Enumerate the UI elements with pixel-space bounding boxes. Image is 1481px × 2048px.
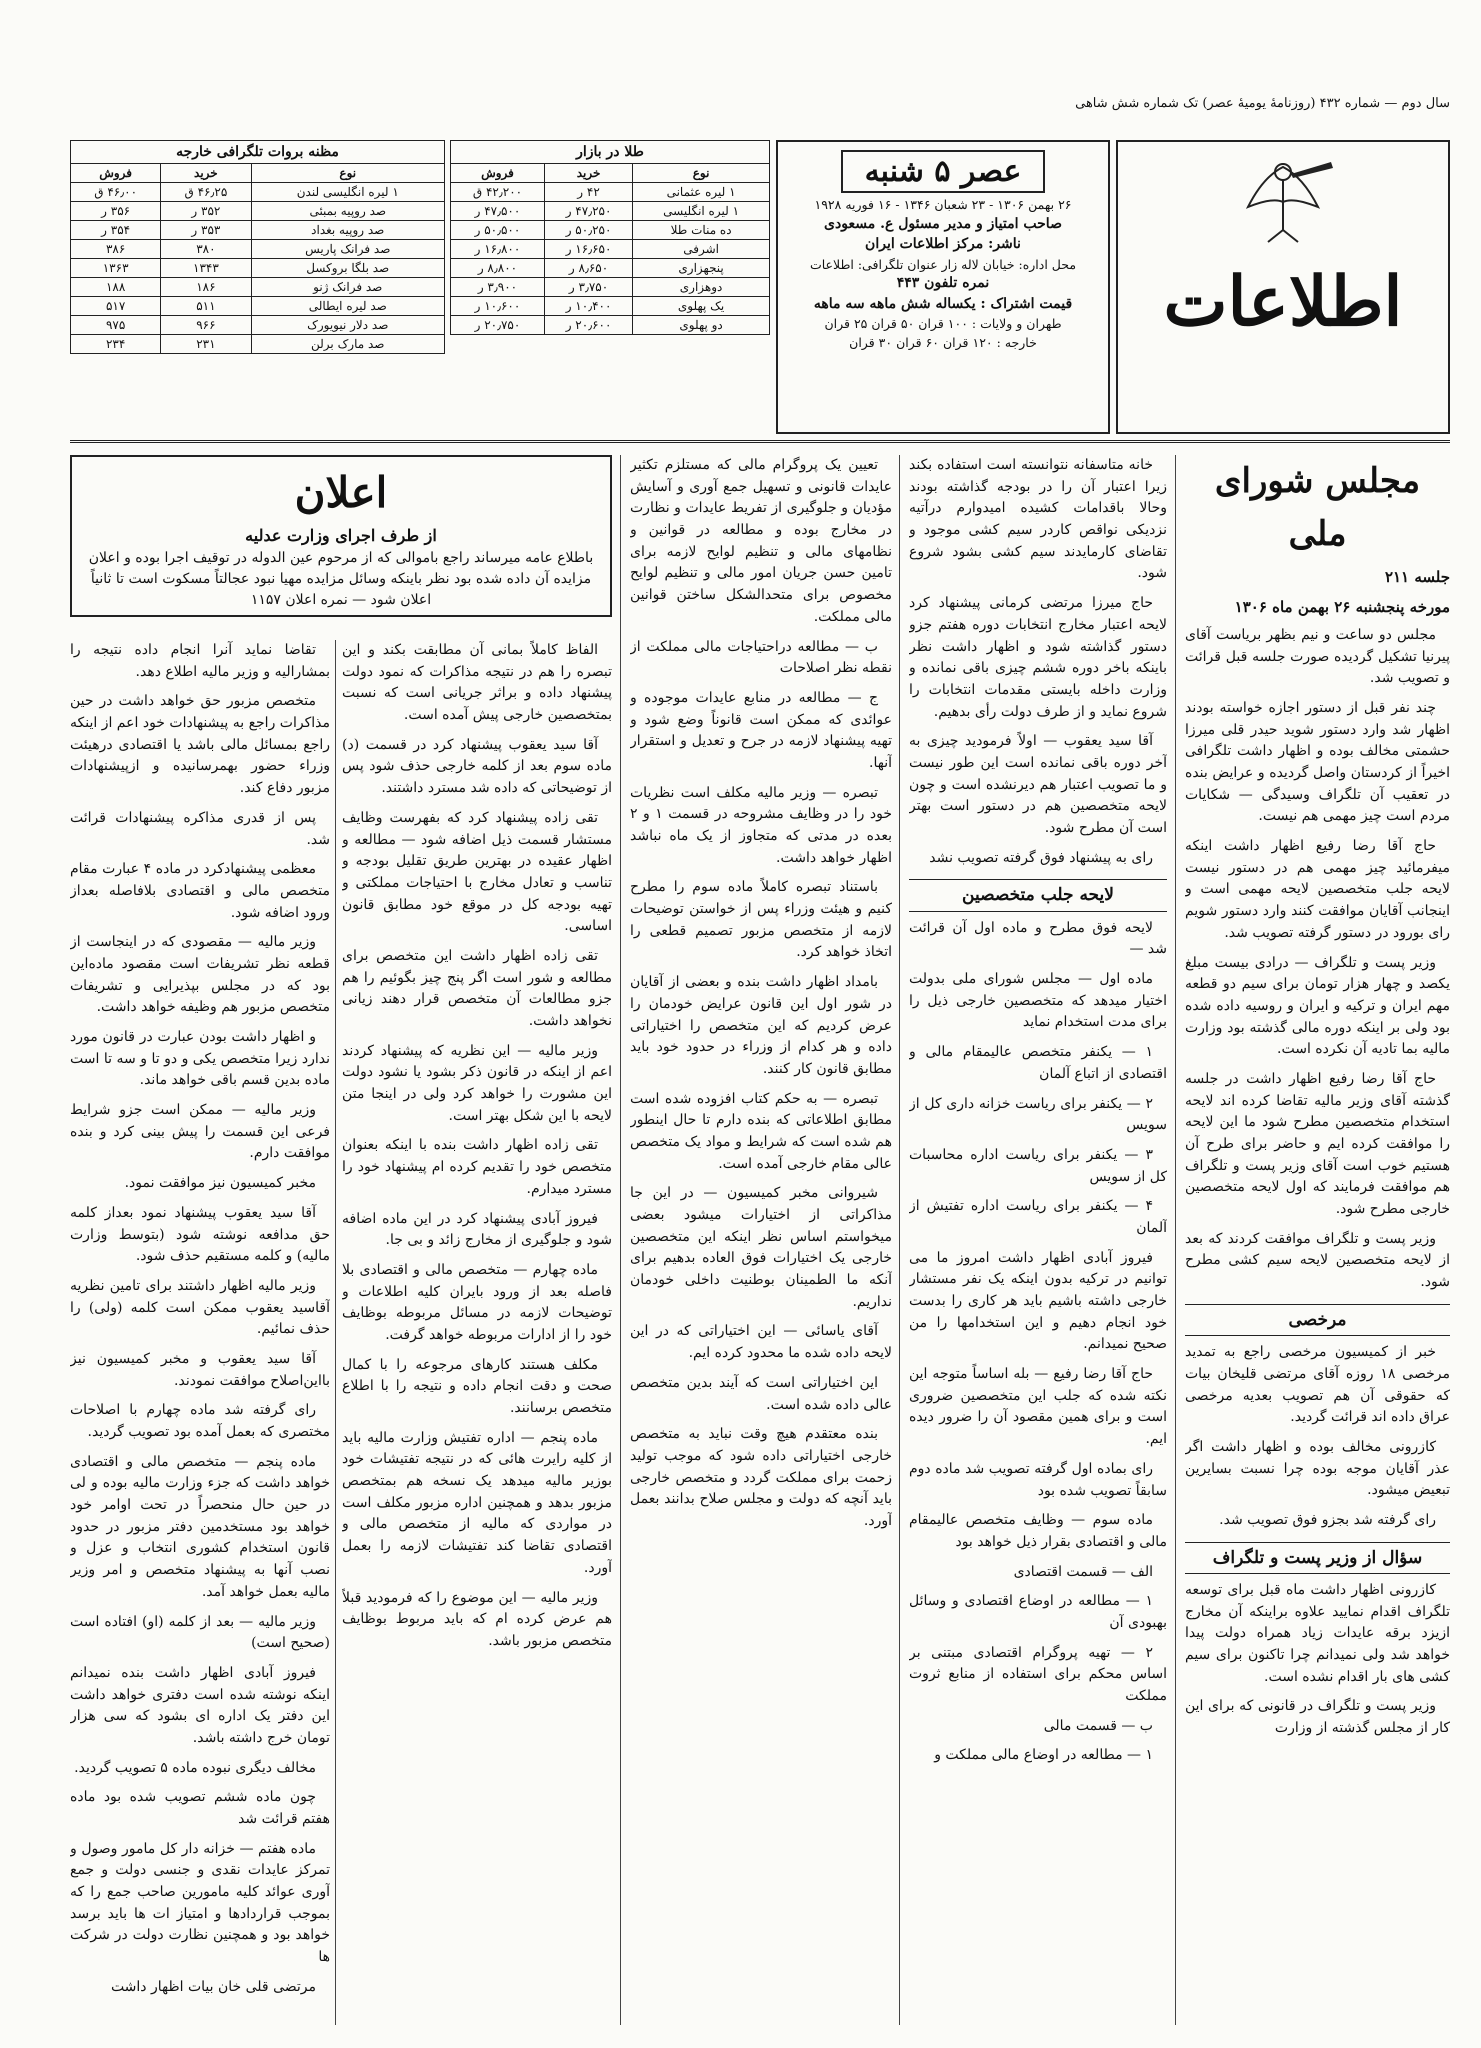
paragraph: این اختیاراتی است که آیند بدین متخصص عالی داده شده است.	[630, 1374, 892, 1413]
table-cell: ۴۶٫۰۰ ق	[71, 183, 161, 202]
table-cell: ۴۷٫۵۰۰ ر	[451, 202, 545, 221]
newspaper-logo: اطلاعات	[1163, 262, 1403, 342]
table-cell: صد فرانک ژنو	[251, 278, 444, 297]
announcement-box	[70, 455, 612, 617]
paragraph: فیروز آبادی اظهار داشت بنده نمیدانم اینکه نوشته شده است دفتری خواهد داشت این دفتر یک اداره ای بشود که سی هزار تومان خرج داشته باشد.	[70, 1664, 330, 1746]
paragraph: بامداد اظهار داشت بنده و بعضی از آقایان در شور اول این قانون عرایض خودمان را عرض کردیم که این متخصص را اختیاراتی داده و هر کدام از وزراء در حدود خود باید مطابق قانون کار کنند.	[630, 974, 892, 1077]
paragraph: آقا سید یعقوب پیشنهاد نمود بعداز کلمه حق مدافعه نوشته شود (بتوسط وزارت مالیه) و کلمه مستقیم حذف شود.	[70, 1204, 330, 1265]
paragraph: ب — قسمت مالی	[1043, 1717, 1153, 1734]
paragraph: و اظهار داشت بودن عبارت در قانون مورد ندارد زیرا متخصص یکی و دو تا و سه تا است ماده بدین قسم باقی خواهد ماند.	[70, 1029, 330, 1089]
paragraph: وزیر مالیه — این نظریه که پیشنهاد کردند اعم از اینکه در قانون ذکر بشود یا نشود دولت این مشورت را خواهد کرد ولی در اینجا متن لایحه با این شکل بهتر است.	[342, 1042, 612, 1124]
table-row	[71, 259, 445, 278]
table-cell: ۳۸۰	[161, 240, 251, 259]
paragraph: رای به پیشنهاد فوق گرفته تصویب نشد	[929, 849, 1153, 866]
paragraph: کازرونی مخالف بوده و اظهار داشت اگر عذر آقایان موجه بوده چرا نسبت بسایرین تبعیض میشود.	[1185, 1438, 1450, 1499]
paragraph: ماده سوم — وظایف متخصص عالیمقام مالی و اقتصادی بقرار ذیل خواهد بود	[909, 1512, 1167, 1550]
fx-header: خرید	[161, 164, 251, 183]
table-cell: ۱ لیره انگلیسی	[633, 202, 770, 221]
table-cell: یک پهلوی	[633, 297, 770, 316]
masthead	[1116, 140, 1450, 434]
paragraph: تقی زاده پیشنهاد کرد که بفهرست وظایف مستشار قسمت ذیل اضافه شود — مطالعه و اظهار عقیده در بهترین طریق تقلیل بودجه و تناسب و تعادل مخارج با احتیاجات مملکتی و تهیه بودجه کل در موقع خود مطابق قانون اساسی.	[342, 809, 612, 935]
paragraph: وزیر پست و تلگراف — درادی بیست مبلغ یکصد و چهار هزار تومان برای سیم دو قطعه مهم ایران و ترکیه و ایران و روسیه داده شده بود ولی بر اینکه دوره مالی گذشته بود وزارت مالیه بما تادیه آن نکرده است.	[1185, 954, 1450, 1058]
table-cell: صد روپیه بمبئی	[251, 202, 444, 221]
table-cell: ۹۷۵	[71, 316, 161, 335]
paragraph: باستناد تبصره کاملاً ماده سوم را مطرح کنیم و هیئت وزراء پس از خواستن توضیحات لازمه از متخصص مزبور تصمیم قطعی را اتخاذ خواهد کرد.	[630, 879, 892, 961]
owner-line: صاحب امتیاز و مدیر مسئول ع. مسعودی	[824, 215, 1062, 232]
paragraph: ماده پنجم — متخصص مالی و اقتصادی خواهد داشت که جزء وزارت مالیه بوده و لی در حین حال منحصراً در تحت اوامر خود خواهد بود مستخدمین دفتر مزبور در حدود قانون استخدام کشوری انتخاب و عزل و نصب آنها به پیشنهاد متخصص و امر وزیر مالیه بعمل خواهد آمد.	[70, 1453, 330, 1600]
table-cell: ۵۰٫۲۵۰ ر	[544, 221, 632, 240]
table-cell: صد بلگا بروکسل	[251, 259, 444, 278]
column-5	[70, 640, 330, 2025]
paragraph: تقی زاده اظهار داشت این متخصص برای مطالعه و شور است اگر پنج چیز بگوئیم را هم جزو مطالعات آن متخصص قرار دهند زیانی نخواهد داشت.	[342, 947, 612, 1029]
column-rule	[899, 455, 900, 2025]
paragraph: مکلف هستند کارهای مرجوعه را با کمال صحت و دقت انجام داده و نتیجه را با اطلاع متخصص برسانند.	[342, 1356, 612, 1416]
paragraph: حاج آقا رضا رفیع — بله اساساً متوجه این نکته شده که جلب این متخصصین ضروری است و برای همین مقصود آن را ضرور دیده ایم.	[909, 1366, 1167, 1448]
paragraph: تعیین یک پروگرام مالی که مستلزم تکثیر عایدات قانونی و تسهیل جمع آوری و آسایش مؤدیان و جلوگیری از تفریط عایدات و نظارت در مخارج بوده و مطالعه در قوانین و نظامهای مالی و تنظیم لوایح لازمه برای تامین حسن جریان امور مالی و تنظیم لوایح مخصوص برای متحدالشکل ساختن قوانین مالی مملکت.	[630, 457, 892, 625]
table-row	[71, 202, 445, 221]
paragraph: فیروز آبادی پیشنهاد کرد در این ماده اضافه شود و جلوگیری از مخارج زائد و بی جا.	[342, 1210, 612, 1249]
paragraph: وزیر مالیه — بعد از کلمه (او) افتاده است (صحیح است)	[70, 1613, 330, 1652]
issue-serial: سال دوم — شماره ۴۳۲ (روزنامهٔ یومیهٔ عصر) تک شماره شش شاهی	[1075, 96, 1450, 111]
table-cell: ۴۶٫۲۵ ق	[161, 183, 251, 202]
column-rule	[620, 455, 621, 2025]
paragraph: رای بماده اول گرفته تصویب شد ماده دوم سابقاً تصویب شده بود	[909, 1460, 1167, 1499]
table-cell: ۱۳۴۳	[161, 259, 251, 278]
paragraph: ج — مطالعه در منابع عایدات موجوده و عوائدی که ممکن است قانوناً وضع شود و تهیه پیشنهاد لازمه در جرح و تعدیل و استقرار آنها.	[630, 689, 892, 771]
column-parliament	[1185, 455, 1450, 2025]
session-date: مورخه پنجشنبه ۲۶ بهمن ماه ۱۳۰۶	[1234, 597, 1450, 616]
paragraph: ماده پنجم — اداره تفتیش وزارت مالیه باید از کلیه رایرت هائی که در نتیجه تفتیشات خود بوزیر مالیه میدهد یک نسخه هم بمتخصص مزبور بدهد و همچنین اداره مزبور مکلف است در مواردی که مالیه از متخصص مالی و اقتصادی تقاضا کند تفتیشات لازمه را بعمل آورد.	[342, 1429, 612, 1576]
publisher-line: ناشر: مرکز اطلاعات ایران	[865, 236, 1021, 253]
table-cell: ۱۶٫۸۰۰ ر	[451, 240, 545, 259]
table-cell: صد لیره ایطالی	[251, 297, 444, 316]
paragraph: تقاضا نماید آنرا انجام داده نتیجه را بمشاراليه و وزیر مالیه اطلاع دهد.	[70, 642, 330, 680]
table-cell: ۱۸۸	[71, 278, 161, 297]
table-cell: ۲۳۱	[161, 335, 251, 354]
table-row	[451, 278, 770, 297]
table-cell: ۴۲ ر	[544, 183, 632, 202]
paragraph: رای گرفته شد بجزو فوق تصویب شد.	[1219, 1511, 1436, 1528]
paragraph: چند نفر قبل از دستور اجازه خواسته بودند اظهار شد وارد دستور شوید حیدر قلی میرزا حشمتی مخالف بوده و اظهار داشت تلگرافی اخیراً از کردستان واصل گردیده و عرایض بنده در تعقیب آن تلگراف وسیدگی — شکایات مردم است چیز مهمی هم نیست.	[1185, 699, 1450, 825]
paragraph: کازرونی اظهار داشت ماه قبل برای توسعه تلگراف اقدام نمایید علاوه براینکه آن مخارج ازیزد برقه عایدات زیاد همراه دولت پیدا خواهد شد ولی نمیدانم چرا تاکنون برای سیم کشی های بار اقدام نشده است.	[1185, 1582, 1450, 1685]
table-cell: ۱ لیره انگلیسی لندن	[251, 183, 444, 202]
table-row	[451, 202, 770, 221]
paragraph: ۴ — یکنفر برای ریاست اداره تفتیش از آلمان	[909, 1198, 1167, 1236]
table-row	[71, 278, 445, 297]
table-cell: صد فرانک پاریس	[251, 240, 444, 259]
subheading: مرخصی	[1185, 1304, 1450, 1336]
table-cell: ۸٫۸۰۰ ر	[451, 259, 545, 278]
announcement-subtitle: از طرف اجرای وزارت عدلیه	[245, 526, 437, 545]
paragraph: وزیر مالیه اظهار داشتند برای تامین نظریه آقاسید یعقوب ممکن است کلمه (ولی) را حذف نمائیم.	[70, 1277, 330, 1338]
table-cell: ۳۵۶ ر	[71, 202, 161, 221]
paragraph: ماده اول — مجلس شورای ملی بدولت اختیار میدهد که متخصصین خارجی ذیل را برای مدت استخدام نماید	[909, 971, 1167, 1031]
gold-table-caption: طلا در بازار	[450, 140, 770, 163]
table-cell: ۵۱۱	[161, 297, 251, 316]
paragraph: وزیر پست و تلگراف در قانونی که برای این کار از مجلس گذشته از وزارت	[1185, 1698, 1450, 1737]
table-row	[71, 240, 445, 259]
table-row	[71, 221, 445, 240]
gold-header: نوع	[633, 164, 770, 183]
paragraph: ۱ — مطالعه در اوضاع مالی مملکت و	[934, 1747, 1153, 1764]
paragraph: ۲ — تهیه پروگرام اقتصادی مبتنی بر اساس محکم برای استفاده از منابع ثروت مملکت	[909, 1644, 1167, 1705]
fx-header: فروش	[71, 164, 161, 183]
column-rule	[335, 640, 336, 2025]
issue-day: عصر ۵ شنبه	[841, 150, 1045, 193]
announcement-text: باطلاع عامه میرساند راجع باموالی که از مرحوم عین الدوله در توقیف اجرا بوده و اعلان مزایده آن داده شده بود نظر باینکه وسائل مزایده مهیا نبود عجالتاً مسکوت است تا ثانیاً اعلان شود — نمره اعلان ۱۱۵۷	[88, 550, 594, 608]
paragraph: حاج آقا رضا رفیع اظهار داشت در جلسه گذشته آقای وزیر مالیه تقاضا کرده اند لایحه استخدام متخصصین مطرح شود ما این لایحه را موافقت کرده ایم و حاضر برای طرح آن هستیم خوب است آقای وزیر پست و تلگراف هم موافقت فرمایند که اول لایحه متخصصین خارجی مطرح شود.	[1185, 1070, 1450, 1218]
table-cell: ۹۶۶	[161, 316, 251, 335]
paragraph: مخالف دیگری نبوده ماده ۵ تصویب گردید.	[74, 1759, 316, 1776]
paragraph: ۳ — یکنفر برای ریاست اداره محاسبات کل از سویس	[909, 1146, 1167, 1185]
column-rule	[1175, 455, 1176, 2025]
phone-line: نمره تلفون ۴۴۳	[896, 275, 990, 292]
table-cell: ده منات طلا	[633, 221, 770, 240]
table-cell: ۸٫۶۵۰ ر	[544, 259, 632, 278]
paragraph: آقای یاسائی — این اختیاراتی که در این لایحه داده شده ما محدود کرده ایم.	[630, 1323, 892, 1362]
paragraph: بنده معتقدم هیچ وقت نباید به متخصص خارجی اختیاراتی داده شود که موجب تولید زحمت برای مملکت گردد و متخصص خارجی باید آنچه که دولت و مجلس صلاح بدانند بعمل آورد.	[630, 1426, 892, 1529]
paragraph: ۱ — یکنفر متخصص عالیمقام مالی و اقتصادی از اتباع آلمان	[909, 1044, 1167, 1082]
table-cell: ۳٫۷۵۰ ر	[544, 278, 632, 297]
table-cell: ۲۰٫۷۵۰ ر	[451, 316, 545, 335]
paragraph: مرتضی قلی خان بیات اظهار داشت	[110, 1978, 316, 1995]
paragraph: تبصره — به حکم کتاب افزوده شده است مطابق اطلاعاتی که بنده دارم تا حال اینطور هم شده است که شرایط و مواد یک متخصص عالی مقام خارجی آمده است.	[630, 1090, 892, 1172]
paragraph: وزیر مالیه — مقصودی که در اینجاست از قطعه نظر تشریفات است مقصود ماده‌این بود که در مجلس بپذیرایی و تشریفات متخصص مزبور هم وظیفه خواهد داشت.	[70, 934, 330, 1016]
paragraph: تبصره — وزیر مالیه مکلف است نظریات خود را در وظایف مشروحه در قسمت ۱ و ۲ بعده در مدتی که متجاوز از یک ماه نباشد اظهار خواهد داشت.	[630, 784, 892, 866]
table-cell: ۱۸۶	[161, 278, 251, 297]
paragraph: لایحه فوق مطرح و ماده اول آن قرائت شد —	[909, 919, 1167, 958]
table-cell: ۱ لیره عثمانی	[633, 183, 770, 202]
paragraph: ماده هفتم — خزانه دار کل مامور وصول و تمرکز عایدات نقدی و جنسی دولت و جمع آوری عوائد کلیه مامورین صاحب جمع را که بموجب قراردادها و امتیاز ات ها باید برسد خواهد بود و همچنین نظارت دولت در شرکت ها	[70, 1840, 330, 1966]
paragraph: رای گرفته شد ماده چهارم با اصلاحات مختصری که بعمل آمده بود تصویب گردید.	[70, 1402, 330, 1440]
table-cell: ۴۷٫۲۵۰ ر	[544, 202, 632, 221]
table-row	[451, 240, 770, 259]
paragraph: مجلس دو ساعت و نیم بظهر بریاست آقای پیرنیا تشکیل گردیده صورت جلسه قبل قرائت و تصویب شد.	[1185, 626, 1450, 687]
table-cell: ۱۶٫۶۵۰ ر	[544, 240, 632, 259]
subscription-abroad: خارجه : ۱۲۰ قران ۶۰ قران ۳۰ قران	[849, 334, 1037, 350]
table-row	[451, 297, 770, 316]
fx-header: نوع	[251, 164, 444, 183]
column-4	[342, 640, 612, 2025]
subheading: سؤال از وزیر پست و تلگراف	[1185, 1542, 1450, 1574]
table-cell: دو پهلوی	[633, 316, 770, 335]
table-row	[451, 221, 770, 240]
table-cell: ۲۳۴	[71, 335, 161, 354]
table-cell: اشرفی	[633, 240, 770, 259]
paragraph: وزیر مالیه — ممکن است جزو شرایط فرعی این قسمت را پیش بینی کرد و بنده موافقت دارم.	[70, 1102, 330, 1162]
paragraph: شیروانی مخبر کمیسیون — در این جا مذاکراتی از اختیارات میشود بعضی میخواستم اساس نظر اینکه این متخصصین خارجی یک اختیارات فوق العاده بدهیم برای آنکه ما الطمینان بوطنیت داخلی خودمان نداریم.	[630, 1185, 892, 1310]
exchange-rate-table	[70, 140, 445, 354]
paragraph: تقی زاده اظهار داشت بنده با اینکه بعنوان متخصص خود را تقدیم کرده ام پیشنهاد خود را مسترد میدارم.	[342, 1137, 612, 1197]
table-row	[451, 316, 770, 335]
paragraph: مخبر کمیسیون نیز موافقت نمود.	[124, 1175, 316, 1192]
table-cell: ۱۰٫۴۰۰ ر	[544, 297, 632, 316]
table-cell: صد روپیه بغداد	[251, 221, 444, 240]
table-cell: ۵۱۷	[71, 297, 161, 316]
table-cell: صد مارک برلن	[251, 335, 444, 354]
table-cell: ۱۳۶۳	[71, 259, 161, 278]
paragraph: متخصص مزبور حق خواهد داشت در حین مذاکرات راجع به پیشنهادات خود اعم از اینکه راجع بمسائل مالی باشد یا اقتصادی درهیئت وزراء حضور بهمرسانیده و ازپیشنهادات مزبور دفاع کند.	[70, 693, 330, 797]
paragraph: ۱ — مطالعه در اوضاع اقتصادی و وسائل بهبودی آن	[909, 1593, 1167, 1631]
paragraph: فیروز آبادی اظهار داشت امروز ما می توانیم در ترکیه بدون اینکه یک نفر مستشار خارجی داشته باشیم باید هر کاری را بدست خود انجام دهیم و این استخدامها را من صحیح نمیدانم.	[909, 1249, 1167, 1353]
paragraph: وزیر پست و تلگراف موافقت کردند که بعد از لایحه متخصصین لایحه سیم کشی مطرح شود.	[1185, 1230, 1450, 1291]
herald-angel-icon	[1223, 152, 1343, 262]
paragraph: الفاظ کاملاً بمانی آن مطابقت بکند و این تبصره را هم در نتیجه مذاکرات که نمود دولت پیشنهاد داده و براثر جریانی است که نسبت بمتخصصین خارجی پیش آمده است.	[342, 642, 612, 724]
fx-table-caption: مظنه بروات تلگرافی خارجه	[70, 140, 445, 163]
announcement-title: اعلان	[294, 468, 388, 517]
table-cell: دوهزاری	[633, 278, 770, 297]
issue-date: ۲۶ بهمن ۱۳۰۶ - ۲۳ شعبان ۱۳۴۶ - ۱۶ فوریه ۱۹۲۸	[814, 197, 1072, 212]
section-title: مجلس شورای ملی	[1214, 461, 1421, 554]
paragraph: ۲ — یکنفر برای ریاست خزانه داری کل از سویس	[909, 1095, 1167, 1134]
paragraph: وزیر مالیه — این موضوع را که فرمودید قبلاً هم عرض کرده ام که باید مربوط بوظایف متخصص مزبور باشد.	[342, 1589, 612, 1649]
paragraph: ب — مطالعه دراحتیاجات مالی مملکت از نقطه نظر اصلاحات	[630, 638, 892, 677]
paragraph: خبر از کمیسیون مرخصی راجع به تمدید مرخصی ۱۸ روزه آقای مرتضی قلیخان بیات که حقوقی آن هم تصویب بعدیه مرخصی عراق داده اند قرائت گردید.	[1185, 1344, 1450, 1426]
paragraph: آقا سید یعقوب — اولاً فرمودید چیزی به آخر دوره باقی نمانده است این طور نیست و ما تصویب اعتبار هم دیرنشده است و چون لایحه متخصصین هم در دستور است بهتر است آن مطرح شود.	[909, 733, 1167, 836]
table-row	[71, 335, 445, 354]
paragraph: خانه متاسفانه نتوانسته است استفاده بکند زیرا اعتبار آن را در بودجه گذاشته بودند وحالا باقدامات کشیده امیدوارم درآتیه نزدیکی نواقص کاردر سیم کشی موجود و تقاضای کارمایدند سیم کشی بشود شروع شود.	[909, 457, 1167, 582]
publication-info	[776, 140, 1110, 434]
table-row	[451, 183, 770, 202]
paragraph: آقا سید یعقوب پیشنهاد کرد در قسمت (د) ماده سوم بعد از کلمه خارجی حذف شود پس از توضیحاتی که داده شد مسترد داشتند.	[342, 736, 612, 797]
table-cell: پنجهزاری	[633, 259, 770, 278]
table-cell: ۳٫۹۰۰ ر	[451, 278, 545, 297]
paragraph: الف — قسمت اقتصادی	[1013, 1563, 1153, 1580]
subheading: لایحه جلب متخصصین	[909, 879, 1167, 911]
header-divider	[70, 440, 1450, 443]
paragraph: ماده چهارم — متخصص مالی و اقتصادی بلا فاصله بعد از ورود بایران کلیه اطلاعات و توضیحات لازمه در مسائل مربوطه بوظایف خود را از ادارات مربوطه خواهد گرفت.	[342, 1261, 612, 1343]
table-row	[71, 297, 445, 316]
subscription-title: قیمت اشتراک : یکساله شش ماهه سه ماهه	[813, 295, 1073, 312]
table-cell: ۳۵۳ ر	[161, 221, 251, 240]
column-2	[909, 455, 1167, 2025]
table-cell: ۴۲٫۲۰۰ ق	[451, 183, 545, 202]
paragraph: آقا سید یعقوب و مخبر کمیسیون نیز بااین‌اصلاح موافقت نمودند.	[70, 1350, 330, 1389]
table-row	[71, 316, 445, 335]
table-row	[451, 259, 770, 278]
table-cell: ۵۰٫۵۰۰ ر	[451, 221, 545, 240]
paragraph: پس از قدری مذاکره پیشنهادات قرائت شد.	[70, 809, 330, 848]
paragraph: حاج آقا رضا رفیع اظهار داشت اینکه میفرمائید چیز مهمی هم در دستور نیست لایحه جلب متخصصین لایحه مهمی است و اینجانب آقایان موافقت کنند وارد دستور شویم رای بورود در دستور گرفته تصویب شد.	[1185, 838, 1450, 941]
session-number: جلسه ۲۱۱	[1384, 568, 1450, 587]
table-cell: ۳۵۴ ر	[71, 221, 161, 240]
table-cell: ۲۰٫۶۰۰ ر	[544, 316, 632, 335]
gold-price-table	[450, 140, 770, 335]
table-cell: ۳۵۲ ر	[161, 202, 251, 221]
paragraph: معظمی پیشنهادکرد در ماده ۴ عبارت مقام متخصص مالی و اقتصادی بلافاصله بعداز ورود اضافه شود.	[70, 861, 330, 921]
table-cell: ۱۰٫۶۰۰ ر	[451, 297, 545, 316]
gold-header: خرید	[544, 164, 632, 183]
paragraph: چون ماده ششم تصویب شده بود ماده هفتم قرائت شد	[70, 1789, 330, 1827]
column-3	[630, 455, 892, 2025]
subscription-tehran: طهران و ولایات : ۱۰۰ قران ۵۰ قران ۲۵ قران	[824, 316, 1062, 332]
table-cell: صد دلار نیویورک	[251, 316, 444, 335]
table-row	[71, 183, 445, 202]
address-line: محل اداره: خیابان لاله زار عنوان تلگرافی: اطلاعات	[809, 256, 1077, 272]
paragraph: حاج میرزا مرتضی کرمانی پیشنهاد کرد لایحه اعتبار مخارج انتخابات دوره هفتم جزو دستور گذاشته شود و اظهار داشت نظر باینکه باخر دوره ششم چیزی باقی نمانده و وزارت داخله بایستی مقدمات انتخابات را شروع نماید و از طرف دولت رأی بدهیم.	[909, 595, 1167, 720]
gold-header: فروش	[451, 164, 545, 183]
table-cell: ۳۸۶	[71, 240, 161, 259]
